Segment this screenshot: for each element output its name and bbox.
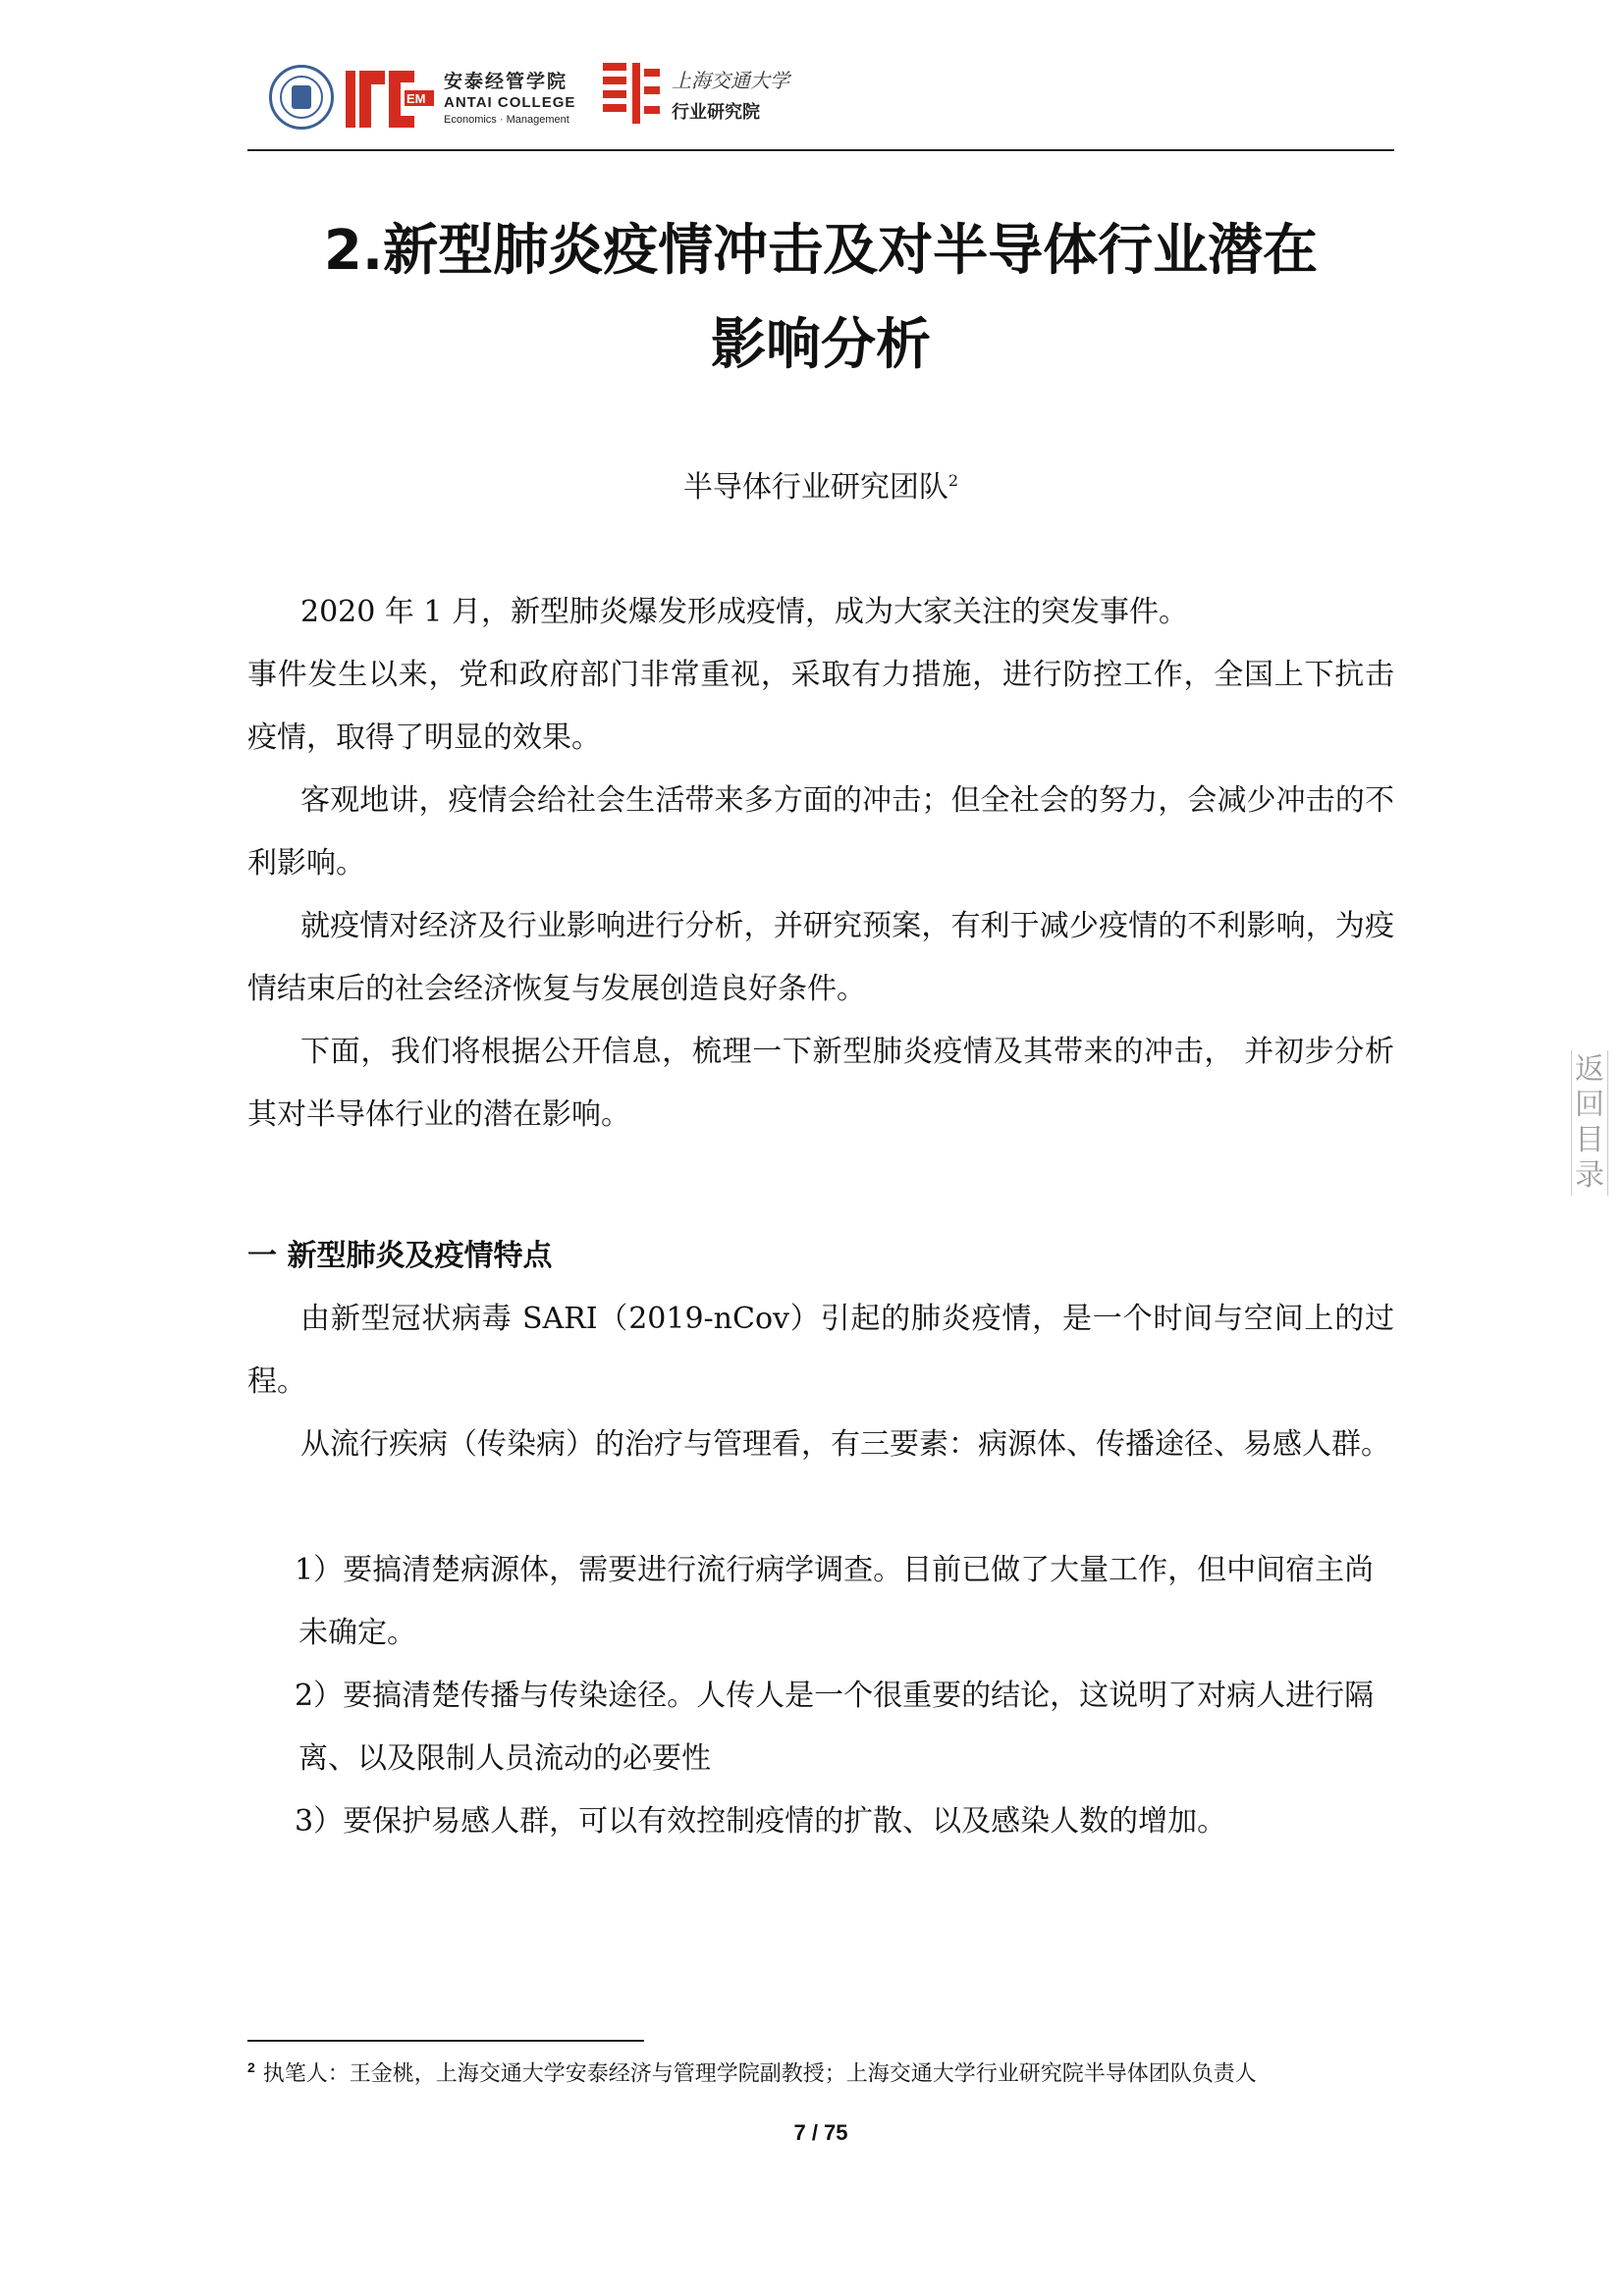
institute-logo: [603, 63, 660, 124]
article-title: [247, 204, 1394, 393]
footnote-divider: [247, 2040, 644, 2042]
intro-paragraph-3: 客观地讲，疫情会给社会生活带来多方面的冲击；但全社会的努力，会减少冲击的不利影响。: [247, 783, 1394, 881]
back-to-contents-char-4: 录: [1575, 1158, 1604, 1193]
list-item-3: 3）要保护易感人群，可以有效控制疫情的扩散、以及感染人数的增加。: [295, 1804, 1227, 1839]
svg-text:EM: EM: [406, 91, 426, 106]
page-header: [247, 57, 1394, 151]
antai-college-name-en: ANTAI COLLEGE: [444, 94, 576, 111]
intro-paragraph-4: 就疫情对经济及行业影响进行分析，并研究预案，有利于减少疫情的不利影响，为疫情结束后的社会经济恢复与发展创造良好条件。: [247, 909, 1394, 1006]
intro-paragraph-5: 下面，我们将根据公开信息，梳理一下新型肺炎疫情及其带来的冲击， 并初步分析其对半导体行业的潜在影响。: [247, 1035, 1394, 1132]
author-line: [247, 461, 1394, 507]
article-title-line1: 2.新型肺炎疫情冲击及对半导体行业潜在: [323, 219, 1319, 283]
back-to-contents-char-1: 返: [1575, 1052, 1604, 1087]
antai-college-name-cn: 安泰经管学院: [444, 71, 568, 92]
author-footnote-ref[interactable]: 2: [947, 471, 959, 490]
header-divider: [247, 149, 1394, 151]
back-to-contents-char-3: 目: [1575, 1123, 1604, 1157]
intro-paragraph-2: 事件发生以来，党和政府部门非常重视，采取有力措施，进行防控工作，全国上下抗击疫情，取得了明显的效果。: [247, 658, 1394, 755]
page-number: 7 / 75: [793, 2120, 848, 2145]
back-to-contents-char-2: 回: [1575, 1088, 1604, 1122]
list-item-2: 2）要搞清楚传播与传染途径。人传人是一个很重要的结论，这说明了对病人进行隔离、以及限制人员流动的必要性: [295, 1679, 1375, 1776]
institute-name-cn: 行业研究院: [672, 102, 760, 123]
footnote: [247, 2052, 1394, 2090]
section-paragraph-1: 由新型冠状病毒 SARI（2019-nCov）引起的肺炎疫情，是一个时间与空间上的过程。: [247, 1302, 1394, 1399]
footnote-text: 执笔人：王金桃，上海交通大学安泰经济与管理学院副教授；上海交通大学行业研究院半导体团队负责人: [262, 2061, 1257, 2087]
university-name-cn: 上海交通大学: [672, 69, 789, 92]
section-heading: 一 新型肺炎及疫情特点: [247, 1239, 553, 1273]
university-seal-logo: [269, 65, 334, 130]
article-title-line2: 影响分析: [711, 313, 931, 377]
footnote-marker: 2: [247, 2059, 255, 2075]
acem-logo: [346, 63, 436, 132]
intro-paragraph-1: 2020 年 1 月，新型肺炎爆发形成疫情，成为大家关注的突发事件。: [300, 595, 1189, 629]
antai-college-subtitle: Economics · Management: [444, 114, 569, 126]
section-paragraph-2: 从流行疾病（传染病）的治疗与管理看，有三要素：病源体、传播途径、易感人群。: [300, 1427, 1390, 1462]
list-item-1: 1）要搞清楚病源体，需要进行流行病学调查。目前已做了大量工作，但中间宿主尚未确定。: [295, 1553, 1375, 1650]
author-name: 半导体行业研究团队: [682, 470, 948, 505]
back-to-contents-link[interactable]: [1571, 1050, 1608, 1196]
